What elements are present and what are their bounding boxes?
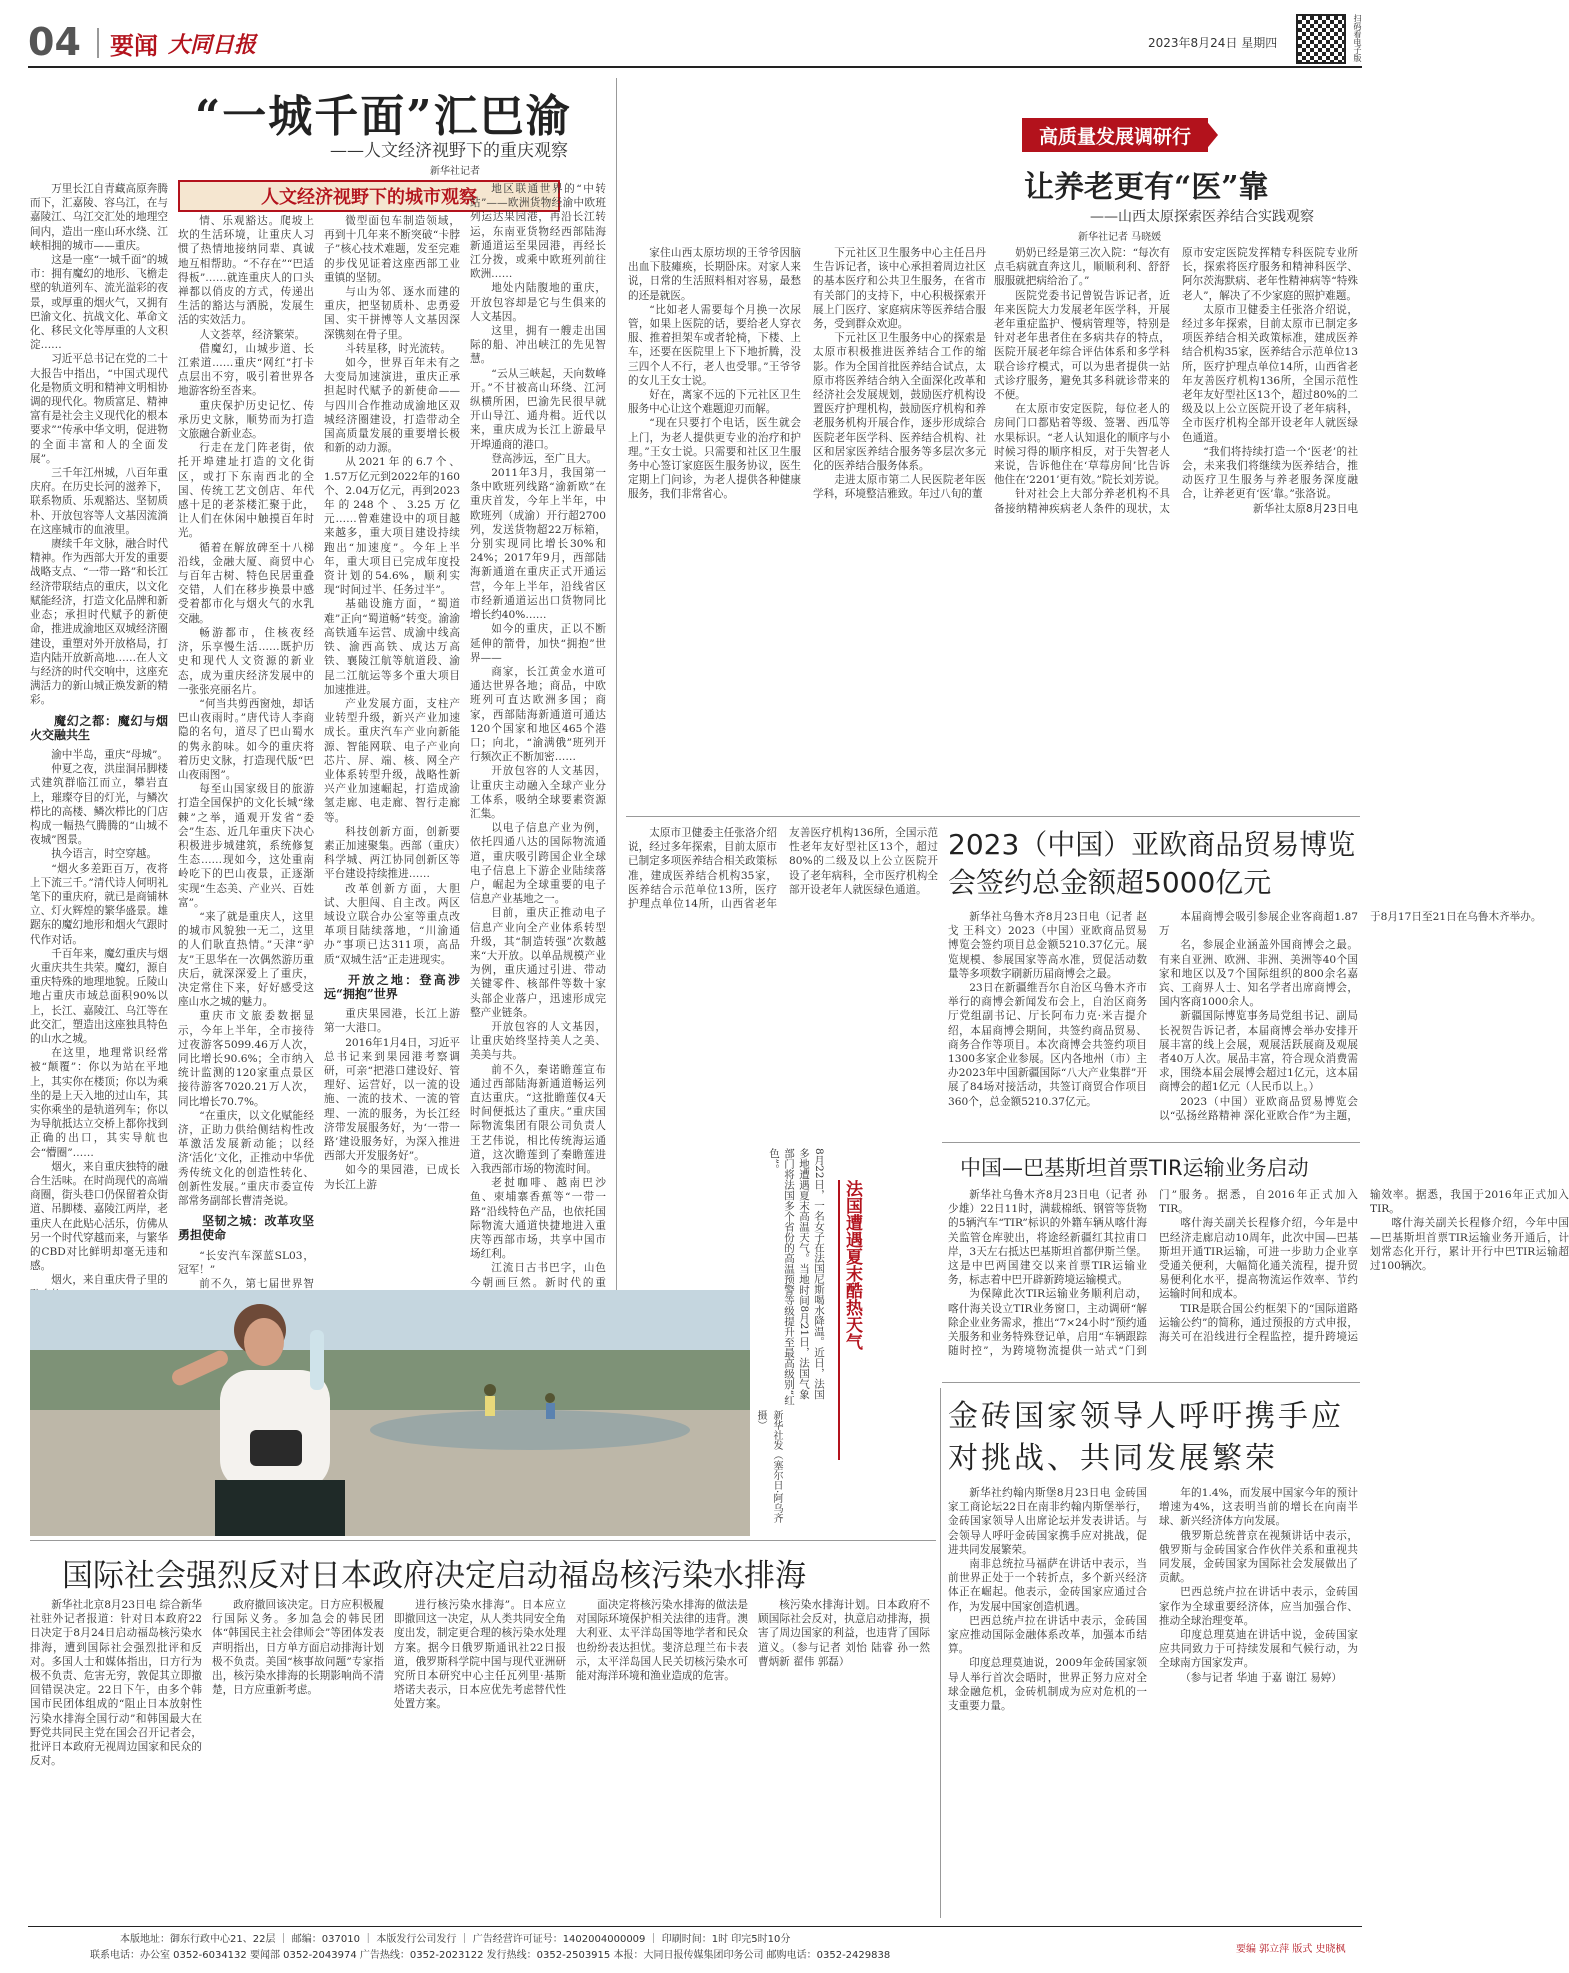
paragraph: 如今的果园港，已成长为长江上游 [324,1164,460,1191]
paragraph: “我们将持续打造一个‘医老’的社会，未来我们将继续为医养结合，推动医疗卫生服务与养老服务深度融合，让养老更有‘医’靠。”张洛说。 [1182,445,1358,501]
article1-cols-b [994,246,1358,806]
paragraph: 基础设施方面，“蜀道难”正向“蜀道畅”转变。渝渝高铁通车运营、成渝中线高铁、渝西高铁、成达万高铁、襄陵江航等航道段、渝昆二江航运等多个重大项目加速推进。 [324,598,460,696]
main-col-2 [178,214,314,1291]
section-divider [942,1142,1360,1143]
paragraph: 渝中半岛，重庆“母城”。 [51,748,168,761]
paragraph: 政府撤回该决定。日方应积极履行国际义务。多加急会的韩民团体“韩国民主社会律师会”等团体发表声明指出，日方单方面启动排海计划极不负责。美国“核事故问题”专家指出，核污染水排海的长期影响尚不清楚，日方应重新考虑。 [212,1599,384,1697]
paragraph: 开放包容的人文基因，让重庆始终坚持美人之美、美美与共。 [470,1020,606,1062]
paragraph: 改革创新方面，大胆试、大胆闯、自主改。两区域设立联合办公室等重点改革项目陆续落地，“川渝通办”事项已达311项，高品质“双城生活”正走进现实。 [324,882,460,966]
article1-subtitle: ——山西太原探索医养结合实践观察 [1090,209,1314,225]
photo-caption-title: 法国遭遇夏末酷热天气 [838,1180,860,1460]
paragraph: 家住山西太原坊坝的王爷爷因脑出血下肢瘫痪，长期卧床。对家人来说，日常的生活照料相对容易，最愁的还是就医。 [628,247,801,302]
paragraph: 千百年来，魔幻重庆与烟火重庆共生共荣。魔幻，源自重庆特殊的地理地貌。丘陵山地占重庆市域总面积90%以上，长江、嘉陵江、乌江等在此交汇，塑造出这座独具特色的山水之城。 [30,947,168,1045]
banner-arrow-icon [1204,118,1218,152]
bottom-col-4 [576,1598,748,1918]
paragraph: 这里，拥有一艘走出国际的船、冲出峡江的先见智慧。 [470,325,606,366]
paragraph: “现在只要打个电话，医生就会上门，为老人提供更专业的治疗和护理。”王女士说。只需要和社区卫生服务中心签订家庭医生服务协议，医生定期上门问诊，为老人提供各种健康服务，我们非常省心。 [628,417,801,501]
paragraph: 如今的重庆，正以不断延伸的箭骨，加快“拥抱”世界—— [470,623,606,664]
paragraph: 行走在龙门阵老街，依托开埠建址打造的文化街区，或打下东南西北的全国、传统工艺文创店、年代感十足的老茶楼汇聚于此，让人们在休闲中触摸百年时光。 [178,442,314,540]
paragraph: 万里长江自青藏高原奔腾而下，汇嘉陵、容乌江，在与嘉陵江、乌江交汇处的地理空间内，造出一座山环水绕、江峡相拥的城市——重庆。 [30,183,168,252]
paragraph: 借魔幻，山城步道、长江索道……重庆“网红”打卡点层出不穷，吸引着世界各地游客纷至沓来。 [178,342,314,398]
section-name: 要闻 [110,32,158,60]
paragraph: 烟火，来自重庆独特的融合生活味。在时尚现代的高端商圈，街头巷口仍保留着众街道、吊脚楼、嘉陵江两岸，老重庆人在此贴心活乐，仿佛从另一个时代穿越而来，与繁华的CBD对比鲜明却毫无违和感。 [30,1160,168,1273]
paragraph: 在这里，地理常识经常被“颠覆”：你以为站在平地上，其实你在楼顶；你以为乘坐的是上天入地的过山车，其实你乘坐的是轨道列车；你以为导航抵达立交桥上都你找到正确的出口，其实导航也会“懵圈”…… [30,1047,168,1159]
paragraph: 烟火，来自重庆骨子里的 [51,1274,168,1287]
article4-title: 金砖国家领导人呼吁携手应对挑战、共同发展繁荣 [948,1399,1344,1476]
article2-side-body [628,826,938,1136]
paragraph: 巴西总统卢拉在讲话中表示，金砖国家应推动国际金融体系改革，加强本币结算。 [948,1614,1147,1656]
paragraph: 本届商博会吸引参展企业客商超1.87万 [1159,911,1358,938]
paragraph: 地区联通世界的“中转站”——欧洲货物经渝中欧班列运达果园港，再沿长江转运，东南亚货物经西部陆海新通道运至果园港，再经长江分拨，或乘中欧班列前往欧洲…… [470,183,606,281]
dateline: （参与记者 华迪 于嘉 谢江 易婷） [1180,1671,1342,1684]
paragraph: 重庆果园港，长江上游第一大港口。 [324,1008,460,1035]
paragraph: 这是一座“一城千面”的城市：拥有魔幻的地形、飞檐走壁的轨道列车、流光溢彩的夜景，或厚重的烟火气，又拥有巴渝文化、抗战文化、革命文化、移民文化等厚重的人文积淀…… [30,254,168,352]
main-article-subtitle: ——人文经济视野下的重庆观察 [330,141,568,161]
paragraph: 印度总理莫迪说，2009年金砖国家领导人举行首次会晤时，世界正努力应对全球金融危机，金砖机制成为应对危机的一支重要力量。 [948,1657,1147,1713]
paragraph: 重庆市文旅委数据显示，今年上半年，全市接待过夜游客5099.46万人次，同比增长90.6%；全市纳入统计监测的120家重点景区接待游客7020.21万人次，同比增长70.7%。 [178,1010,314,1108]
paragraph: “来了就是重庆人，这里的城市风貌独一无二，这里的人们耿直热情。”天津“驴友”王思华在一次偶然游历重庆后，就深深爱上了重庆，决定常住下来，好好感受这座山水之城的魅力。 [178,910,314,1009]
main-col-4 [470,182,606,1289]
main-article-byline: 新华社记者 [430,166,480,177]
paragraph: 前不久，秦诺瞻莲宣布通过西部陆海新通道畅运列直达重庆。“这批瞻莲仅4天时间便抵达了重庆。”重庆国际物流集团有限公司负责人王艺伟说，相比传统海运通道，这次瞻莲到了秦瞻莲进入我西部市场的物流时间。 [470,1063,606,1176]
paragraph: 新华社北京8月23日电 综合新华社驻外记者报道：针对日本政府22日决定于8月24日启动福岛核污染水排海，遭到国际社会强烈批评和反对。多国人士和媒体指出，日方行为极不负责、危害无穷，敦促其立即撤回错误决定。22日下午，由多个韩国市民团体组成的“阻止日本放射性污染水排海全国行动”和韩国最大在野党共同民主党在国会召开记者会，批评日本政府无视周边国家和民众的反对。 [30,1599,202,1768]
paragraph: TIR是联合国公约框架下的“国际道路运输公约”的简称，通过预报的方式申报，海关可在沿线进行全程监控，提升跨境运输效率。据悉，我国于2016年正式加入TIR。 [1159,1189,1569,1344]
article2-body [948,910,1542,1136]
subheading: 开放之地：登高涉远“拥抱”世界 [324,972,460,1001]
paragraph: 循着在解放碑至十八梯沿线，金融大厦、商贸中心与百年古树、特色民居重叠交错，人们在移步换景中感受着都市化与烟火气的水乳交融。 [178,541,314,625]
paragraph: 三千年江州城，八百年重庆府。在历史长河的滋养下，联系物质、乐观豁达、坚韧质朴、开放包容等人文基因流淌在这座城市的血液里。 [30,467,168,536]
section-divider [942,1382,1360,1383]
subheading: 魔幻之都：魔幻与烟火交融共生 [30,713,168,742]
paragraph: 新华社乌鲁木齐8月23日电（记者 赵戈 王科文）2023（中国）亚欧商品贸易博览会签约项目总金额5210.37亿元。展览规模、参展国家等高水准，贸促活动数量等多项数字刷新历届商博会之最。 [948,911,1147,980]
paragraph: 2011年3月，我国第一条中欧班列线路“渝新欧”在重庆首发，今年上半年，中欧班列（成渝）开行超2700列，发送货物超22万标箱，分别实现同比增长30%和24%；2017年9月，西部陆海新通道在重庆正式开通运营，今年上半年，沿线省区市经新通道运出口货物同比增长约40%…… [470,467,606,622]
qr-label: 扫码看电子版 [1353,14,1362,62]
page-number: 04 [28,20,81,64]
paragraph: 好在，离家不远的下元社区卫生服务中心让这个难题迎刃而解。 [628,389,801,416]
paragraph: 斗转星移，时光流转。 [345,342,452,355]
paragraph: 走进太原市第二人民医院老年医学科，环境整洁雅致。年过八旬的董 [813,474,986,501]
paragraph: 在太原市安定医院，每位老人的房间门口都贴着等级、签署、西瓜等水果标识。“老人认知退化的顺序与小时候习得的顺序相反，对于失智老人来说，告诉他住在‘草莓房间’比告诉他住在‘2201’更有效。”院长刘芳说。 [994,403,1170,487]
issue-date: 2023年8月24日 星期四 [1148,36,1278,50]
paragraph: 23日在新疆维吾尔自治区乌鲁木齐市举行的商博会新闻发布会上，自治区商务厅党组副书记、厅长阿布力克·米吉提介绍，本届商博会期间，共签约商品贸易、商务合作等项目。本次商博会共签约项目1300多家企业参展。区内各地州（市）主办2023年中国新疆国际“八大产业集群”开展了84场对接活动，共签订商贸合作项目360个，总金额5210.37亿元。 [948,982,1147,1108]
paragraph: 目前，重庆正推动电子信息产业向全产业体系转型升级，其“制造转强”次数越来“大开放。以单品规模产业为例，重庆通过引进、带动关键零件、核部件等数十家头部企业落户，迅速形成完整产业链条。 [470,907,606,1019]
paragraph: 执今语言，时空穿越。 [51,848,158,861]
bottom-article-title: 国际社会强烈反对日本政府决定启动福岛核污染水排海 [62,1558,806,1594]
paragraph: “云从三峡起，天向数峰开。”不甘被高山环绕、江河纵横所困，巴渝先民很早就开山导江、通舟楫。近代以来，重庆成为长江上游最早开埠通商的港口。 [470,367,606,451]
paragraph: 新华社约翰内斯堡8月23日电 金砖国家工商论坛22日在南非约翰内斯堡举行，金砖国家领导人出席论坛并发表讲话。与会领导人呼吁金砖国家携手应对挑战，促进共同发展繁荣。 [948,1487,1147,1556]
paragraph: 产业发展方面，支柱产业转型升级，新兴产业加速成长。重庆汽车产业向新能源、智能网联、电子产业向芯片、屏、端、核、网全产业体系转型升级，战略性新兴产业加速崛起，打造成渝氢走廊、电走廊、智行走廊等。 [324,697,460,824]
paragraph: 人文荟萃，经济繁荣。 [199,328,306,341]
photo-caption-text: 8月22日，一名女子在法国尼斯喝水降温。近日，法国多地遭遇夏末高温天气。当地时间8月21日，法国气象部门将法国多个省份的高温预警等级提升至最高级别“红色”。 [768,1148,825,1406]
paragraph: 为保障此次TIR运输业务顺利启动，喀什海关设立TIR业务窗口，主动调研“解除企业业务需求，推出“7×24小时”预约通关服务和业务特殊登记单，启用“车辆跟踪随时控”，为跨境物流提供一站式“门到门”服务。据悉，自2016年正式加入TIR。 [948,1189,1358,1358]
paragraph: 喀什海关副关长程修介绍，今年中国—巴基斯坦首票TIR运输业务开通后，计划常态化开行，累计开行中巴TIR运输超过100辆次。 [1370,1217,1569,1273]
paragraph: “在重庆，以文化赋能经济，正助力供给侧结构性改革激活发展新动能；以经济‘活化’文化，正推动中华优秀传统文化的创造性转化、创新性发展。”重庆市委宣传部常务副部长曹清尧说。 [178,1109,314,1208]
article1-byline: 新华社记者 马晓媛 [1078,232,1162,243]
paragraph: 赓续千年文脉，融合时代精神。作为西部大开发的重要战略支点、“一带一路”和长江经济带联结点的重庆，以文化赋能经济，打造文化品牌和新业态；承担时代赋予的新使命，推进成渝地区双城经济圈建设，重塑对外开放格局，打造内陆开放新高地……在人文与经济的时代交响中，这座充满活力的新山城正焕发新的精彩。 [30,538,168,707]
paragraph: 老挝咖啡、越南巴沙鱼、柬埔寨香蕉等“一带一路”沿线特色产品，也依托国际物流大通道快捷地进入重庆等西部市场，共享中国市场红利。 [470,1177,606,1261]
paragraph: 下元社区卫生服务中心的探索是太原市积极推进医养结合工作的缩影。作为全国首批医养结合试点，太原市将医养结合纳入全面深化改革和经济社会发展规划，鼓励医疗机构设置医疗护理机构，鼓励医疗机构和养老服务机构开展合作，逐步形成综合医院老年医学科、医养结合机构、社区和居家医养结合服务等多层次多元化的医养结合服务体系。 [813,332,986,473]
paragraph: 俄罗斯总统普京在视频讲话中表示，俄罗斯与金砖国家合作伙伴关系和重视共同发展，金砖国家为国际社会发展做出了贡献。 [1159,1529,1358,1585]
main-article-title: “一城千面”汇巴渝 [195,91,572,142]
footer-line-1: 本版地址：御东行政中心21、22层 ｜ 邮编：037010 ｜ 本版发行公司发行 ｜ 广告经营许可证号：1402004000009 ｜ 印刷时间：1时 印完5时10分 [120,1934,791,1945]
paragraph: 地处内陆腹地的重庆，开放包容却是它与生俱来的人文基因。 [470,282,606,323]
paragraph: “烟火多差距百万，夜将上下流三千。”清代诗人何明礼笔下的重庆府，就已是商铺林立、灯火辉煌的繁华盛景。雄踞东的魔幻地形和烟火气跟时代作对话。 [30,862,168,946]
paragraph: “长安汽车深蓝SL03，冠军！” [178,1249,314,1276]
paragraph: 核污染水排海计划。日本政府不顾国际社会反对，执意启动排海，损害了周边国家的利益，也违背了国际道义。（参与记者 刘怡 陆睿 孙一然 曹炳新 翟伟 郭磊） [758,1599,930,1668]
paragraph: 江流日古书巴字，山色今朝画巨然。新时代的重 [470,1262,606,1289]
paragraph: 名，参展企业涵盖外国商博会之最。有来自亚洲、欧洲、非洲、美洲等40个国家和地区以及7个国际组织的800余名嘉宾、工商界人士、知名学者出席商博会，国内客商1000余人。 [1159,939,1358,1009]
paragraph: 前不久，第七届世界智 [199,1278,314,1291]
section-divider [626,816,1360,817]
series-banner-text: 高质量发展调研行 [1038,125,1191,148]
article3-body [948,1188,1569,1372]
paragraph: 太原市卫健委主任张洛介绍说，经过多年探索，目前太原市已制定多项医养结合相关政策标准，建成医养结合机构35家，医养结合示范单位13所，医疗护理点单位14所，山西省老年友善医疗机构136所，全国示范性老年友好型社区13个，超过80%的二级及以上公立医院开设了老年病科，全市医疗机构全部开设老年人就医绿色通道。 [1182,303,1358,444]
paragraph: 奶奶已经是第三次入院：“每次有点毛病就直奔这儿，顺顺利利、舒舒服服就把病给治了。” [994,247,1170,288]
footer-rule [28,1926,1362,1927]
paragraph: 开放包容的人文基因，让重庆主动融入全球产业分工体系，吸纳全球要素资源汇集。 [470,765,606,820]
paragraph: 习近平总书记在党的二十大报告中指出，“中国式现代化是物质文明和精神文明相协调的现代化。物质富足、精神富有是社会主义现代化的根本要求”“传承中华文明，促进物的全面丰富和人的全面发展”。 [30,353,168,465]
article4-body [948,1486,1358,1904]
paragraph: 畅游都市，住核夜经济，乐享慢生活……既护历史和现代人文资源的新业态，成为重庆经济发展中的一张张亮丽名片。 [178,626,314,696]
paragraph: 太原市卫健委主任张洛介绍说，经过多年探索，目前太原市已制定多项医养结合相关政策标准，建成医养结合机构35家，医养结合示范单位13所，医疗护理点单位14所，山西省老年友善医疗机构136所，全国示范性老年友好型社区13个，超过80%的二级及以上公立医院开设了老年病科，全市医疗机构全部开设老年人就医绿色通道。 [628,827,938,911]
paragraph: 重庆保护历史记忆、传承历史文脉，顺势而为打造文旅融合新业态。 [178,399,314,441]
paragraph: 面决定将核污染水排海的做法是对国际环境保护相关法律的违背。澳大利亚、太平洋岛国等地学者和民众也纷纷表达担忧。斐济总理兰布卡表示，太平洋岛国人民关切核污染水可能对海洋环境和渔业造成的危害。 [576,1599,748,1683]
main-col-1 [30,182,168,1287]
column-divider [616,78,617,1400]
bottom-col-3 [394,1598,566,1918]
paragraph: 印度总理莫迪在讲话中说，金砖国家应共同致力于可持续发展和气候行动，为全球南方国家发声。 [1159,1629,1358,1670]
paragraph: 商家，长江黄金水道可通达世界各地；商品，中欧班列可直达欧洲多国；商家，西部陆海新通道可通达120个国家和地区465个港口；向北，“渝满俄”班列开行频次正不断加密…… [470,665,606,764]
article1-title: 让养老更有“医”靠 [1024,170,1269,205]
paragraph: 新华社乌鲁木齐8月23日电（记者 孙少雄）22日11时，满载棉纸、钢管等货物的5辆汽车“TIR”标识的外籍车辆从喀什海关监管仓库驶出，将途经新疆红其拉甫口岸，3天左右抵达巴基斯坦首都伊斯兰堡。这是中巴两国建交以来首票TIR运输业务，标志着中巴开辟新跨境运输模式。 [948,1189,1147,1287]
paragraph: 2023（中国）亚欧商品贸易博览会以“弘扬丝路精神 深化亚欧合作”为主题，于8月17日至21日在乌鲁木齐举办。 [1159,911,1542,1122]
bottom-col-2 [212,1598,384,1918]
paragraph: 与山为邻、逐水而建的重庆，把坚韧质朴、忠勇爱国、实干拼博等人文基因深深镌刻在骨子里。 [324,286,460,341]
paragraph: 新疆国际博览事务局党组书记、副局长祝贺告诉记者，本届商博会举办安排开展丰富的线上会展，观展活跃展商及观展者40万人次。展品丰富，符合现众消费需求，围绕本届会展博会超过1亿元，这本届商博会的超1亿元（人民币以上。） [1159,1010,1358,1094]
paragraph: “比如老人需要每个月换一次尿管，如果上医院的话，要给老人穿衣服、推着担架车或者轮椅，下楼、上车，还要在医院里上下下地折腾，没三四个人不行，老人也受罪。”王爷爷的女儿王女士说。 [628,303,801,387]
footer-editors: 要编 郭立萍 版式 史晓枫 [1236,1944,1346,1955]
dateline: 新华社太原8月23日电 [1253,502,1358,515]
paragraph: 喀什海关副关长程修介绍，今年是中巴经济走廊启动10周年，此次中国—巴基斯坦开通TIR运输，可进一步助力企业享受通关便利，大幅简化通关流程，提升贸易便利化水平，提高物流运作效率、节约运输时间和成本。 [1159,1217,1358,1301]
paragraph: “何当共剪西窗烛，却话巴山夜雨时。”唐代诗人李商隐的名句，道尽了巴山蜀水的隽永韵味。如今的重庆将着历史文脉，打造现代版“巴山夜雨图”。 [178,697,314,781]
article3-title: 中国—巴基斯坦首票TIR运输业务启动 [960,1156,1309,1180]
paragraph: 下元社区卫生服务中心主任吕丹生告诉记者，该中心承担着周边社区的基本医疗和公共卫生服务，在省市有关部门的支持下，中心积极探索开展上门医疗、家庭病床等医养结合服务，受到群众欢迎。 [813,247,986,331]
paragraph: 2016年1月4日，习近平总书记来到果园港考察调研，可亲“把港口建设好、管理好、运营好，以一流的设施、一流的技术、一流的管理、一流的服务，为长江经济带发展服务好，为‘一带一路’建设服务好，为深入推进西部大开发服务好”。 [324,1036,460,1163]
paper-logo: 大同日报 [168,32,257,58]
bottom-col-5 [758,1598,930,1918]
paragraph: 登高涉远，至广且大。 [491,452,598,465]
column-banner-text: 人文经济视野下的城市观察 [261,187,477,208]
article1-cols-a [628,246,986,806]
paragraph: 针对社会上大部分养老机构不具备接纳精神疾病老人条件的现状，太原市安定医院发挥精专科医院专业所长，探索将医疗服务和精神科医学、阿尔茨海默病、老年性精神病等“特殊老人”，解决了不少家庭的照护难题。 [994,247,1358,515]
paragraph: 南非总统拉马福萨在讲话中表示，当前世界正处于一个转折点，多个新兴经济体正在崛起。他表示，金砖国家应通过合作，为发展中国家创造机遇。 [948,1558,1147,1613]
article2-title: 2023（中国）亚欧商品贸易博览会签约总金额超5000亿元 [948,828,1356,899]
photo-credit: 新华社发（塞尔日·阿乌齐摄） [755,1410,782,1524]
bottom-col-1 [30,1598,202,1918]
paragraph: 仲夏之夜，洪崖洞吊脚楼式建筑群临江而立，攀岩直上，璀璨夺目的灯光，与鳞次栉比的高楼、鳞次栉比的门店构成一幅热气腾腾的“山城不夜城”图景。 [30,763,168,847]
paragraph: 年的1.4%，而发展中国家今年的预计增速为4%，这表明当前的增长在向南半球、新兴经济体方向发展。 [1159,1487,1358,1528]
main-col-3 [324,214,460,1280]
paragraph: 微型面包车制造领域，再到十几年来不断突破“卡脖子”核心技术难题，发至完难的步伐见证着这座西部工业重镇的坚韧。 [324,215,460,284]
paragraph: 以电子信息产业为例，依托四通八达的国际物流通道，重庆吸引跨国企业全球电子信息上下游企业陆续落户，崛起为全球重要的电子信息产业基地之一。 [470,822,606,906]
header-divider [97,28,99,58]
paragraph: 如今，世界百年未有之大变局加速演进，重庆正承担起时代赋予的新使命——与四川合作推动成渝地区双城经济圈建设，打造带动全国高质量发展的重要增长极和新的动力源。 [324,357,460,455]
paragraph: 巴西总统卢拉在讲话中表示，金砖国家作为全球重要经济体，应当加强合作、推动全球治理变革。 [1159,1586,1358,1627]
paragraph: 情、乐观豁达。爬坡上坎的生活环境，让重庆人习惯了热情地接纳同辈、真诚地互相帮助。“不存在”“巴适得板”……就连重庆人的口头禅都以俏皮的方式，传递出生活的豁达与洒脱，发展生活的实效活力。 [178,215,314,327]
paragraph: 每至山国家级目的旅游打造全国保护的文化长城“缘棘”之举，通观开发省“委会”生态、近几年重庆下决心积极进步城建筑，系统修复生态……现如今，这处重南岭吃下的巴山夜景，正逐渐实现“生态美、产业兴、百姓富”。 [178,783,314,909]
section-divider [30,1540,936,1541]
paragraph: 进行核污染水排海”。日本应立即撤回这一决定，从人类共同安全角度出发，制定更合理的核污染水处理方案。据今日俄罗斯通讯社22日报道，俄罗斯科学院中国与现代亚洲研究所日本研究中心主任瓦列里·基斯塔诺夫表示，日本应优先考虑替代性处置方案。 [394,1599,566,1711]
paragraph: 从2021年的6.7个、1.57万亿元到2022年的160个、2.04万亿元，再到2023年的248个、3.25万亿元……曾难建设中的项目越来越多，重大项目建设持续跑出“加速度”。今年上半年，重大项目已完成年度投资计划的54.6%，顺利实现“时间过半、任务过半”。 [324,456,460,597]
series-banner [1022,118,1208,152]
column-divider [940,1388,941,1918]
subheading: 坚韧之城：改革攻坚勇担使命 [178,1214,314,1243]
paragraph: 医院党委书记曾锐告诉记者，近年来医院大力发展老年医学科，开展老年重症监护、慢病管理等，特别是针对老年患者住在多病共存的特点，医院开展老年综合评估体系和多学科联合诊疗模式，可以为患者提供一站式诊疗服务，避免其多科就诊带来的不便。 [994,289,1170,402]
qr-code-icon[interactable] [1296,14,1346,64]
header-rule [28,66,1362,68]
paragraph: 科技创新方面，创新要素正加速聚集。西部（重庆）科学城、两江协同创新区等平台建设持续推进…… [324,825,460,881]
footer-line-2: 联系电话：办公室 0352-6034132 要闻部 0352-2043974 广告热线：0352-2023122 发行热线：0352-2503915 本报：大同日报传媒集团印务公司 邮购电话：0352-2429838 [90,1950,891,1961]
